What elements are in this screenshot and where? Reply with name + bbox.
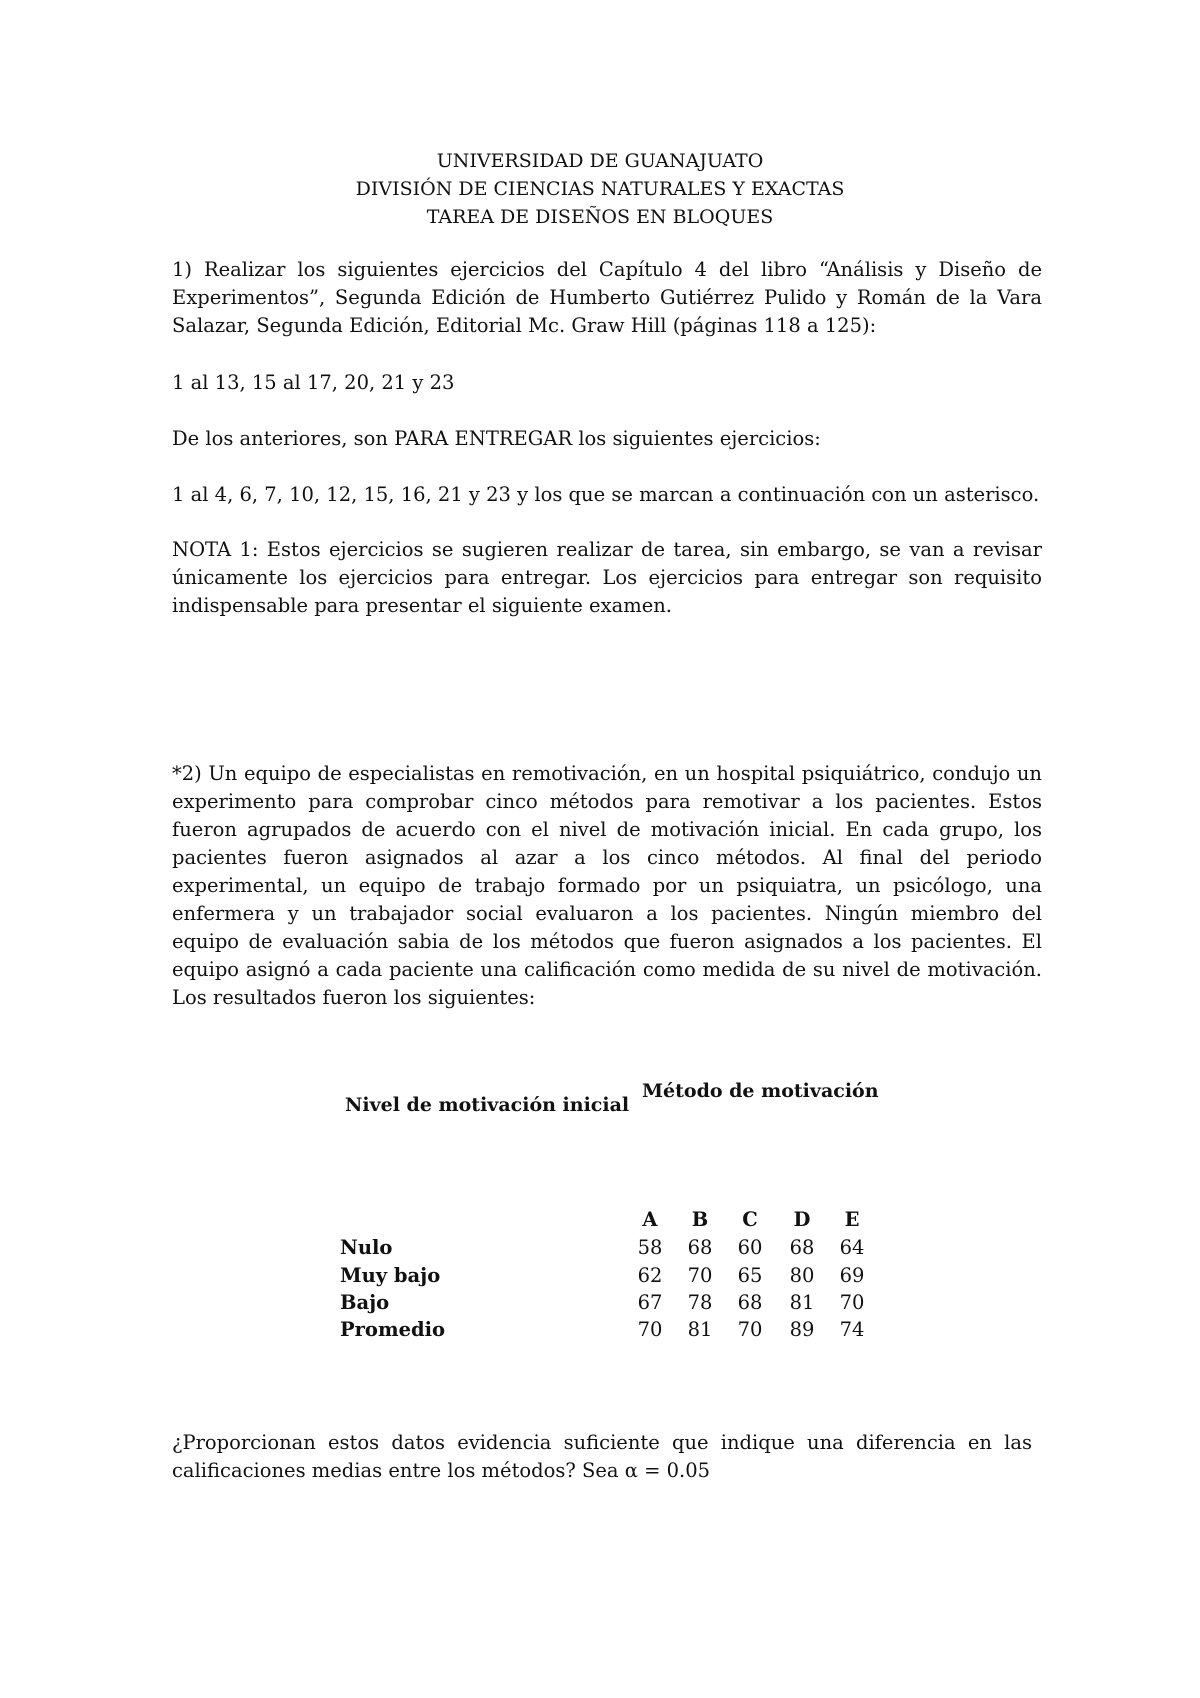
table-cell: 81 <box>789 1291 815 1314</box>
division-name: DIVISIÓN DE CIENCIAS NATURALES Y EXACTAS <box>355 178 845 200</box>
table-cell: 68 <box>789 1236 815 1259</box>
table-cell: 70 <box>687 1264 713 1287</box>
table-column-title: Método de motivación <box>642 1080 879 1102</box>
column-header: C <box>742 1208 758 1231</box>
table-cell: 65 <box>737 1264 763 1287</box>
table-cell: 81 <box>687 1318 713 1341</box>
column-header: B <box>691 1208 709 1231</box>
table-cell: 70 <box>637 1318 663 1341</box>
university-name: UNIVERSIDAD DE GUANAJUATO <box>436 150 764 172</box>
table-cell: 74 <box>839 1318 865 1341</box>
column-header: D <box>793 1208 811 1231</box>
table-cell: 78 <box>687 1291 713 1314</box>
row-label-nulo: Nulo <box>340 1236 393 1259</box>
row-label-muy-bajo: Muy bajo <box>340 1264 441 1287</box>
table-cell: 68 <box>737 1291 763 1314</box>
table-cell: 69 <box>839 1264 865 1287</box>
document-header <box>0 147 1200 231</box>
table-cell: 62 <box>637 1264 663 1287</box>
assignment-title: TAREA DE DISEÑOS EN BLOQUES <box>426 206 774 228</box>
problem-2-question: ¿Proporcionan estos datos evidencia suficiente que indique una diferencia en las calificaciones medias entre los métodos? Sea α = 0.05 <box>172 1431 1032 1482</box>
deliver-list: 1 al 4, 6, 7, 10, 12, 15, 16, 21 y 23 y los que se marcan a continuación con un asterisco. <box>172 483 1040 506</box>
column-header: E <box>844 1208 860 1231</box>
column-header: A <box>642 1208 658 1231</box>
table-cell: 70 <box>737 1318 763 1341</box>
instruction-item-1: 1) Realizar los siguientes ejercicios del Capítulo 4 del libro “Análisis y Diseño de Experimentos”, Segunda Edición de Humberto Gutiérrez Pulido y Román de la Vara Salazar, Segunda Edición, Editorial Mc. Graw Hill (páginas 118 a 125): <box>172 258 1042 337</box>
exercise-range: 1 al 13, 15 al 17, 20, 21 y 23 <box>172 371 455 394</box>
table-cell: 67 <box>637 1291 663 1314</box>
table-cell: 80 <box>789 1264 815 1287</box>
table-cell: 68 <box>687 1236 713 1259</box>
problem-2-statement: *2) Un equipo de especialistas en remotivación, en un hospital psiquiátrico, condujo un experimento para comprobar cinco métodos para remotivar a los pacientes. Estos fueron agrupados de acuerdo con el nivel de motivación inicial. En cada grupo, los pacientes fueron asignados al azar a los cinco métodos. Al final del periodo experimental, un equipo de trabajo formado por un psiquiatra, un psicólogo, una enfermera y un trabajador social evaluaron a los pacientes. Ningún miembro del equipo de evaluación sabia de los métodos que fueron asignados a los pacientes. El equipo asignó a cada paciente una calificación como medida de su nivel de motivación. Los resultados fueron los siguientes: <box>172 762 1042 1009</box>
table-cell: 64 <box>839 1236 865 1259</box>
table-row-title: Nivel de motivación inicial <box>345 1094 630 1116</box>
table-cell: 58 <box>637 1236 663 1259</box>
note-1: NOTA 1: Estos ejercicios se sugieren realizar de tarea, sin embargo, se van a revisar únicamente los ejercicios para entregar. Los ejercicios para entregar son requisito indispensable para presentar el siguiente examen. <box>172 538 1042 617</box>
table-cell: 60 <box>737 1236 763 1259</box>
table-cell: 70 <box>839 1291 865 1314</box>
table-cell: 89 <box>789 1318 815 1341</box>
row-label-bajo: Bajo <box>340 1291 390 1314</box>
deliver-intro: De los anteriores, son PARA ENTREGAR los siguientes ejercicios: <box>172 427 821 450</box>
row-label-promedio: Promedio <box>340 1318 446 1341</box>
